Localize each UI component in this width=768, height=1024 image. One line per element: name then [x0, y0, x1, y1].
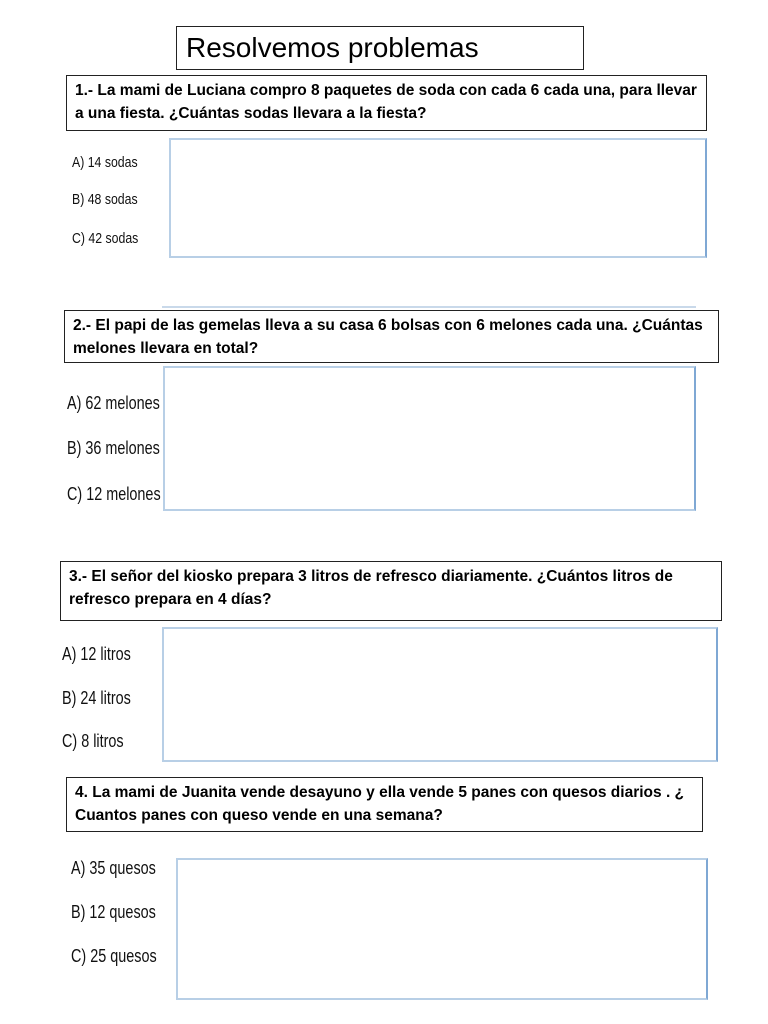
- answer-box-4[interactable]: [176, 858, 708, 1000]
- question-2: 2.- El papi de las gemelas lleva a su casa 6 bolsas con 6 melones cada una. ¿Cuántas melones llevara en total?: [64, 310, 719, 363]
- option-4a: A) 35 quesos: [71, 858, 156, 878]
- divider-line: [162, 306, 696, 308]
- option-1b: B) 48 sodas: [72, 191, 138, 208]
- option-3a: A) 12 litros: [62, 644, 131, 664]
- question-3: 3.- El señor del kiosko prepara 3 litros de refresco diariamente. ¿Cuántos litros de refresco prepara en 4 días?: [60, 561, 722, 621]
- option-3c: C) 8 litros: [62, 731, 124, 751]
- answer-box-1[interactable]: [169, 138, 707, 258]
- option-2c: C) 12 melones: [67, 484, 161, 504]
- option-4b: B) 12 quesos: [71, 902, 156, 922]
- answer-box-2[interactable]: [163, 366, 696, 511]
- question-4: 4. La mami de Juanita vende desayuno y ella vende 5 panes con quesos diarios . ¿ Cuantos panes con queso vende en una semana?: [66, 777, 703, 832]
- option-1c: C) 42 sodas: [72, 230, 139, 247]
- option-1a: A) 14 sodas: [72, 154, 138, 171]
- answer-box-3[interactable]: [162, 627, 718, 762]
- question-1: 1.- La mami de Luciana compro 8 paquetes de soda con cada 6 cada una, para llevar a una fiesta. ¿Cuántas sodas llevara a la fiesta?: [66, 75, 707, 131]
- option-2b: B) 36 melones: [67, 438, 160, 458]
- page-title: Resolvemos problemas: [176, 26, 584, 70]
- option-2a: A) 62 melones: [67, 393, 160, 413]
- option-3b: B) 24 litros: [62, 688, 131, 708]
- option-4c: C) 25 quesos: [71, 946, 157, 966]
